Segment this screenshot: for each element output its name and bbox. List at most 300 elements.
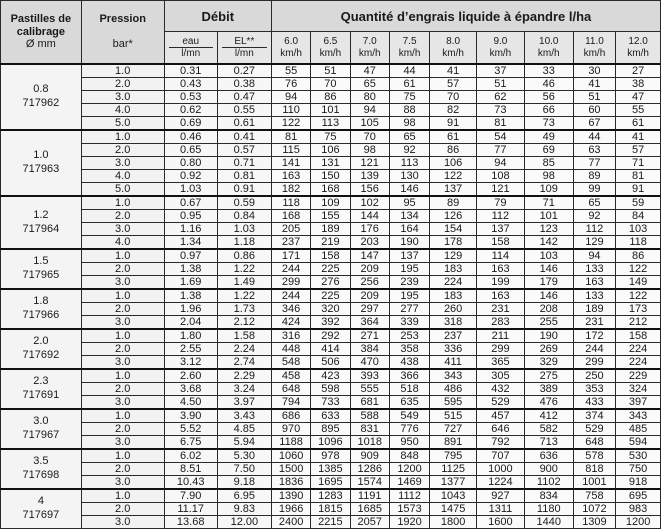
- rate-cell: 831: [350, 423, 389, 436]
- rate-cell: 189: [311, 223, 350, 236]
- rate-cell: 63: [573, 144, 616, 157]
- el-flow-cell: 3.97: [217, 396, 271, 410]
- rate-cell: 183: [430, 263, 477, 276]
- water-flow-cell: 1.16: [164, 223, 217, 236]
- rate-cell: 549: [389, 409, 429, 423]
- rate-cell: 109: [524, 183, 573, 197]
- pressure-cell: 2.0: [81, 423, 164, 436]
- rate-cell: 231: [477, 303, 525, 316]
- rate-cell: 476: [524, 396, 573, 410]
- rate-cell: 65: [389, 130, 429, 144]
- rate-cell: 343: [616, 409, 661, 423]
- el-flow-cell: 5.30: [217, 449, 271, 463]
- quantity-column-header: Quantité d’engrais liquide à épandre l/ha: [271, 1, 660, 32]
- rate-cell: 458: [271, 369, 310, 383]
- nozzle-header-line-3: Ø mm: [25, 38, 56, 51]
- rate-cell: 384: [350, 343, 389, 356]
- el-flow-cell: 0.57: [217, 144, 271, 157]
- water-flow-cell: 2.55: [164, 343, 217, 356]
- rate-cell: 486: [430, 383, 477, 396]
- pressure-cell: 2.0: [81, 343, 164, 356]
- rate-cell: 329: [524, 356, 573, 370]
- table-row: [1, 489, 661, 503]
- rate-cell: 144: [350, 210, 389, 223]
- rate-cell: 163: [573, 276, 616, 290]
- table-row: [1, 476, 661, 490]
- rate-cell: 648: [271, 383, 310, 396]
- speed-unit: km/h: [358, 47, 381, 59]
- rate-cell: 433: [573, 396, 616, 410]
- speed-value: 6.5: [323, 36, 338, 47]
- rate-cell: 794: [271, 396, 310, 410]
- table-row: [1, 249, 661, 263]
- water-flow-cell: 4.50: [164, 396, 217, 410]
- nozzle-diameter: 3.5: [33, 455, 49, 468]
- table-row: [1, 303, 661, 316]
- rate-cell: 299: [477, 343, 525, 356]
- pressure-cell: 2.0: [81, 78, 164, 91]
- el-flow-cell: 2.12: [217, 316, 271, 330]
- rate-cell: 139: [350, 170, 389, 183]
- rate-cell: 818: [573, 463, 616, 476]
- rate-cell: 60: [573, 104, 616, 117]
- rate-cell: 292: [311, 329, 350, 343]
- rate-cell: 179: [524, 276, 573, 290]
- el-flow-cell: 4.85: [217, 423, 271, 436]
- rate-cell: 713: [524, 436, 573, 450]
- water-flow-cell: 0.67: [164, 196, 217, 210]
- speed-unit: km/h: [627, 47, 649, 59]
- el-flow-cell: 0.55: [217, 104, 271, 117]
- nozzle-diameter: 1.0: [33, 149, 49, 162]
- rate-cell: 168: [271, 210, 310, 223]
- water-flow-cell: 1.96: [164, 303, 217, 316]
- rate-cell: 727: [430, 423, 477, 436]
- rate-cell: 1018: [350, 436, 389, 450]
- rate-cell: 56: [524, 91, 573, 104]
- rate-cell: 250: [573, 369, 616, 383]
- rate-cell: 2057: [350, 516, 389, 529]
- water-flow-label: eau: [182, 35, 200, 47]
- rate-cell: 324: [616, 383, 661, 396]
- pressure-cell: 3.0: [81, 476, 164, 490]
- rate-cell: 1815: [311, 503, 350, 516]
- pressure-cell: 3.0: [81, 396, 164, 410]
- rate-cell: 113: [389, 157, 429, 170]
- rate-cell: 297: [350, 303, 389, 316]
- rate-cell: 224: [616, 343, 661, 356]
- table-row: [1, 396, 661, 410]
- rate-cell: 1309: [573, 516, 616, 529]
- table-row: [1, 289, 661, 303]
- table-row: [1, 343, 661, 356]
- water-flow-cell: 7.90: [164, 489, 217, 503]
- rate-cell: 1283: [311, 489, 350, 503]
- rate-cell: 121: [477, 183, 525, 197]
- water-flow-cell: 0.31: [164, 64, 217, 78]
- nozzle-code: 717963: [22, 163, 60, 175]
- rate-cell: 92: [573, 210, 616, 223]
- rate-cell: 112: [573, 223, 616, 236]
- pressure-cell: 2.0: [81, 383, 164, 396]
- rate-cell: 397: [616, 396, 661, 410]
- rate-cell: 343: [430, 369, 477, 383]
- rate-cell: 41: [430, 64, 477, 78]
- rate-cell: 530: [616, 449, 661, 463]
- rate-cell: 168: [311, 183, 350, 197]
- pressure-cell: 1.0: [81, 196, 164, 210]
- rate-cell: 733: [311, 396, 350, 410]
- rate-cell: 81: [616, 170, 661, 183]
- water-flow-cell: 2.60: [164, 369, 217, 383]
- rate-cell: 1385: [311, 463, 350, 476]
- nozzle-column-header: [1, 1, 82, 65]
- speed-header-5: [477, 32, 525, 65]
- rate-cell: 79: [477, 196, 525, 210]
- rate-cell: 65: [573, 196, 616, 210]
- el-flow-cell: 0.47: [217, 91, 271, 104]
- rate-cell: 260: [430, 303, 477, 316]
- rate-cell: 149: [616, 276, 661, 290]
- rate-cell: 1200: [389, 463, 429, 476]
- el-flow-cell: 1.18: [217, 236, 271, 250]
- rate-cell: 686: [271, 409, 310, 423]
- rate-cell: 633: [311, 409, 350, 423]
- pressure-cell: 3.0: [81, 356, 164, 370]
- el-flow-cell: 1.49: [217, 276, 271, 290]
- rate-cell: 33: [524, 64, 573, 78]
- rate-cell: 336: [430, 343, 477, 356]
- water-flow-cell: 0.43: [164, 78, 217, 91]
- rate-cell: 158: [477, 236, 525, 250]
- rate-cell: 244: [271, 263, 310, 276]
- rate-cell: 114: [477, 249, 525, 263]
- rate-cell: 38: [616, 78, 661, 91]
- pressure-cell: 1.0: [81, 369, 164, 383]
- rate-cell: 163: [477, 263, 525, 276]
- rate-cell: 88: [389, 104, 429, 117]
- rate-cell: 457: [477, 409, 525, 423]
- water-flow-cell: 0.53: [164, 91, 217, 104]
- rate-cell: 118: [616, 236, 661, 250]
- table-row: [1, 356, 661, 370]
- el-flow-cell: 0.59: [217, 196, 271, 210]
- table-row: [1, 144, 661, 157]
- el-flow-cell: 2.24: [217, 343, 271, 356]
- rate-cell: 950: [389, 436, 429, 450]
- speed-unit: km/h: [319, 47, 342, 59]
- rate-cell: 98: [389, 117, 429, 131]
- rate-cell: 41: [616, 130, 661, 144]
- rate-cell: 103: [524, 249, 573, 263]
- rate-cell: 588: [350, 409, 389, 423]
- rate-cell: 30: [573, 64, 616, 78]
- rate-cell: 94: [573, 249, 616, 263]
- speed-value: 11.0: [585, 36, 604, 47]
- speed-header-1: [311, 32, 350, 65]
- rate-cell: 424: [271, 316, 310, 330]
- speed-header-6: [524, 32, 573, 65]
- water-flow-header: [164, 32, 217, 65]
- rate-cell: 224: [430, 276, 477, 290]
- pressure-cell: 2.0: [81, 144, 164, 157]
- water-flow-cell: 10.43: [164, 476, 217, 490]
- el-flow-cell: 5.94: [217, 436, 271, 450]
- rate-cell: 109: [311, 196, 350, 210]
- rate-cell: 339: [389, 316, 429, 330]
- table-row: [1, 196, 661, 210]
- rate-cell: 299: [573, 356, 616, 370]
- rate-cell: 129: [430, 249, 477, 263]
- water-flow-cell: 1.38: [164, 289, 217, 303]
- rate-cell: 91: [430, 117, 477, 131]
- water-flow-cell: 0.97: [164, 249, 217, 263]
- rate-cell: 102: [350, 196, 389, 210]
- rate-cell: 81: [477, 117, 525, 131]
- speed-unit: km/h: [442, 47, 464, 59]
- rate-cell: 389: [524, 383, 573, 396]
- el-flow-cell: 3.24: [217, 383, 271, 396]
- nozzle-diameter: 0.8: [33, 83, 49, 96]
- rate-cell: 84: [616, 210, 661, 223]
- speed-header-8: [616, 32, 661, 65]
- rate-cell: 55: [271, 64, 310, 78]
- el-flow-cell: 1.22: [217, 289, 271, 303]
- nozzle-size-cell: [1, 409, 82, 449]
- rate-cell: 94: [271, 91, 310, 104]
- rate-cell: 89: [573, 170, 616, 183]
- nozzle-diameter: 1.2: [33, 208, 49, 221]
- rate-cell: 183: [430, 289, 477, 303]
- el-flow-cell: 1.22: [217, 263, 271, 276]
- rate-cell: 141: [271, 157, 310, 170]
- rate-cell: 154: [430, 223, 477, 236]
- el-flow-cell: 0.27: [217, 64, 271, 78]
- rate-cell: 101: [311, 104, 350, 117]
- rate-cell: 178: [430, 236, 477, 250]
- rate-cell: 1102: [524, 476, 573, 490]
- rate-cell: 59: [616, 196, 661, 210]
- rate-cell: 77: [477, 144, 525, 157]
- rate-cell: 122: [616, 263, 661, 276]
- rate-cell: 81: [271, 130, 310, 144]
- pressure-cell: 2.0: [81, 463, 164, 476]
- nozzle-size-cell: [1, 449, 82, 489]
- table-row: [1, 409, 661, 423]
- speed-unit: km/h: [489, 47, 512, 59]
- rate-cell: 2215: [311, 516, 350, 529]
- pressure-cell: 2.0: [81, 263, 164, 276]
- rate-cell: 795: [430, 449, 477, 463]
- header-row-titles: [1, 1, 661, 32]
- rate-cell: 122: [271, 117, 310, 131]
- table-row: [1, 263, 661, 276]
- rate-cell: 578: [573, 449, 616, 463]
- rate-cell: 1966: [271, 503, 310, 516]
- rate-cell: 121: [350, 157, 389, 170]
- table-row: [1, 117, 661, 131]
- rate-cell: 122: [616, 289, 661, 303]
- rate-cell: 269: [524, 343, 573, 356]
- pressure-cell: 1.0: [81, 130, 164, 144]
- rate-cell: 895: [311, 423, 350, 436]
- rate-cell: 137: [389, 249, 429, 263]
- table-row: [1, 64, 661, 78]
- rate-cell: 346: [271, 303, 310, 316]
- speed-unit: km/h: [398, 47, 421, 59]
- debit-column-header: Débit: [164, 1, 271, 32]
- rate-cell: 1440: [524, 516, 573, 529]
- rate-cell: 225: [311, 289, 350, 303]
- rate-cell: 1685: [350, 503, 389, 516]
- rate-cell: 195: [389, 289, 429, 303]
- rate-cell: 316: [271, 329, 310, 343]
- rate-cell: 1072: [573, 503, 616, 516]
- el-flow-cell: 2.74: [217, 356, 271, 370]
- rate-cell: 518: [389, 383, 429, 396]
- pressure-cell: 1.0: [81, 449, 164, 463]
- el-flow-cell: 0.71: [217, 157, 271, 170]
- rate-cell: 112: [477, 210, 525, 223]
- rate-cell: 172: [573, 329, 616, 343]
- rate-cell: 237: [271, 236, 310, 250]
- water-flow-cell: 6.75: [164, 436, 217, 450]
- nozzle-code: 717962: [22, 97, 60, 109]
- speed-unit: km/h: [537, 47, 560, 59]
- rate-cell: 62: [477, 91, 525, 104]
- rate-cell: 219: [311, 236, 350, 250]
- water-flow-cell: 0.69: [164, 117, 217, 131]
- rate-cell: 891: [430, 436, 477, 450]
- el-flow-cell: 12.00: [217, 516, 271, 529]
- rate-cell: 1125: [430, 463, 477, 476]
- el-flow-cell: 0.38: [217, 78, 271, 91]
- water-flow-cell: 0.95: [164, 210, 217, 223]
- table-row: [1, 423, 661, 436]
- pressure-cell: 5.0: [81, 117, 164, 131]
- table-row: [1, 104, 661, 117]
- rate-cell: 106: [430, 157, 477, 170]
- water-flow-cell: 1.69: [164, 276, 217, 290]
- rate-cell: 209: [350, 263, 389, 276]
- rate-cell: 776: [389, 423, 429, 436]
- rate-cell: 1112: [389, 489, 429, 503]
- speed-header-2: [350, 32, 389, 65]
- rate-cell: 57: [430, 78, 477, 91]
- pressure-cell: 3.0: [81, 276, 164, 290]
- pressure-cell: 3.0: [81, 316, 164, 330]
- rate-cell: 393: [350, 369, 389, 383]
- rate-cell: 1500: [271, 463, 310, 476]
- rate-cell: 158: [311, 249, 350, 263]
- nozzle-diameter: 2.3: [33, 375, 49, 388]
- table-row: [1, 329, 661, 343]
- table-row: [1, 503, 661, 516]
- rate-cell: 146: [524, 289, 573, 303]
- rate-cell: 122: [430, 170, 477, 183]
- rate-cell: 156: [350, 183, 389, 197]
- rate-cell: 61: [430, 130, 477, 144]
- rate-cell: 1573: [389, 503, 429, 516]
- el-flow-cell: 0.81: [217, 170, 271, 183]
- el-flow-cell: 0.61: [217, 117, 271, 131]
- rate-cell: 1920: [389, 516, 429, 529]
- nozzle-diameter: 1.5: [33, 255, 49, 268]
- rate-cell: 163: [271, 170, 310, 183]
- pressure-cell: 1.0: [81, 64, 164, 78]
- rate-cell: 211: [477, 329, 525, 343]
- rate-cell: 224: [616, 356, 661, 370]
- water-flow-cell: 13.68: [164, 516, 217, 529]
- el-flow-cell: 1.03: [217, 223, 271, 236]
- rate-cell: 113: [311, 117, 350, 131]
- rate-cell: 414: [311, 343, 350, 356]
- pressure-cell: 1.0: [81, 329, 164, 343]
- rate-cell: 1600: [477, 516, 525, 529]
- nozzle-code: 717966: [22, 309, 60, 321]
- table-row: [1, 463, 661, 476]
- el-flow-unit: l/mn: [222, 47, 267, 60]
- rate-cell: 485: [616, 423, 661, 436]
- rate-cell: 646: [477, 423, 525, 436]
- rate-cell: 163: [477, 289, 525, 303]
- rate-cell: 95: [389, 196, 429, 210]
- rate-cell: 707: [477, 449, 525, 463]
- rate-cell: 470: [350, 356, 389, 370]
- rate-cell: 82: [430, 104, 477, 117]
- pressure-cell: 3.0: [81, 516, 164, 529]
- pressure-cell: 1.0: [81, 409, 164, 423]
- rate-cell: 51: [573, 91, 616, 104]
- table-row: [1, 210, 661, 223]
- water-flow-cell: 5.52: [164, 423, 217, 436]
- rate-cell: 55: [616, 104, 661, 117]
- rate-cell: 1200: [616, 516, 661, 529]
- rate-cell: 529: [573, 423, 616, 436]
- rate-cell: 276: [311, 276, 350, 290]
- speed-value: 8.0: [446, 36, 461, 47]
- rate-cell: 320: [311, 303, 350, 316]
- speed-unit: km/h: [583, 47, 606, 59]
- water-flow-cell: 8.51: [164, 463, 217, 476]
- table-row: [1, 157, 661, 170]
- rate-cell: 70: [430, 91, 477, 104]
- rate-cell: 506: [311, 356, 350, 370]
- nozzle-header-line-2: calibrage: [16, 25, 66, 38]
- rate-cell: 44: [389, 64, 429, 78]
- speed-header-3: [389, 32, 429, 65]
- rate-cell: 244: [573, 343, 616, 356]
- rate-cell: 275: [524, 369, 573, 383]
- water-flow-cell: 0.62: [164, 104, 217, 117]
- rate-cell: 73: [524, 117, 573, 131]
- table-row: [1, 449, 661, 463]
- rate-cell: 98: [350, 144, 389, 157]
- rate-cell: 1475: [430, 503, 477, 516]
- el-flow-cell: 9.83: [217, 503, 271, 516]
- rate-cell: 364: [350, 316, 389, 330]
- rate-cell: 636: [524, 449, 573, 463]
- rate-cell: 1224: [477, 476, 525, 490]
- pressure-header-unit: bar*: [112, 38, 133, 50]
- pressure-cell: 4.0: [81, 170, 164, 183]
- el-flow-cell: 7.50: [217, 463, 271, 476]
- rate-cell: 190: [524, 329, 573, 343]
- rate-cell: 171: [271, 249, 310, 263]
- rate-cell: 432: [477, 383, 525, 396]
- water-flow-cell: 1.38: [164, 263, 217, 276]
- el-flow-cell: 2.29: [217, 369, 271, 383]
